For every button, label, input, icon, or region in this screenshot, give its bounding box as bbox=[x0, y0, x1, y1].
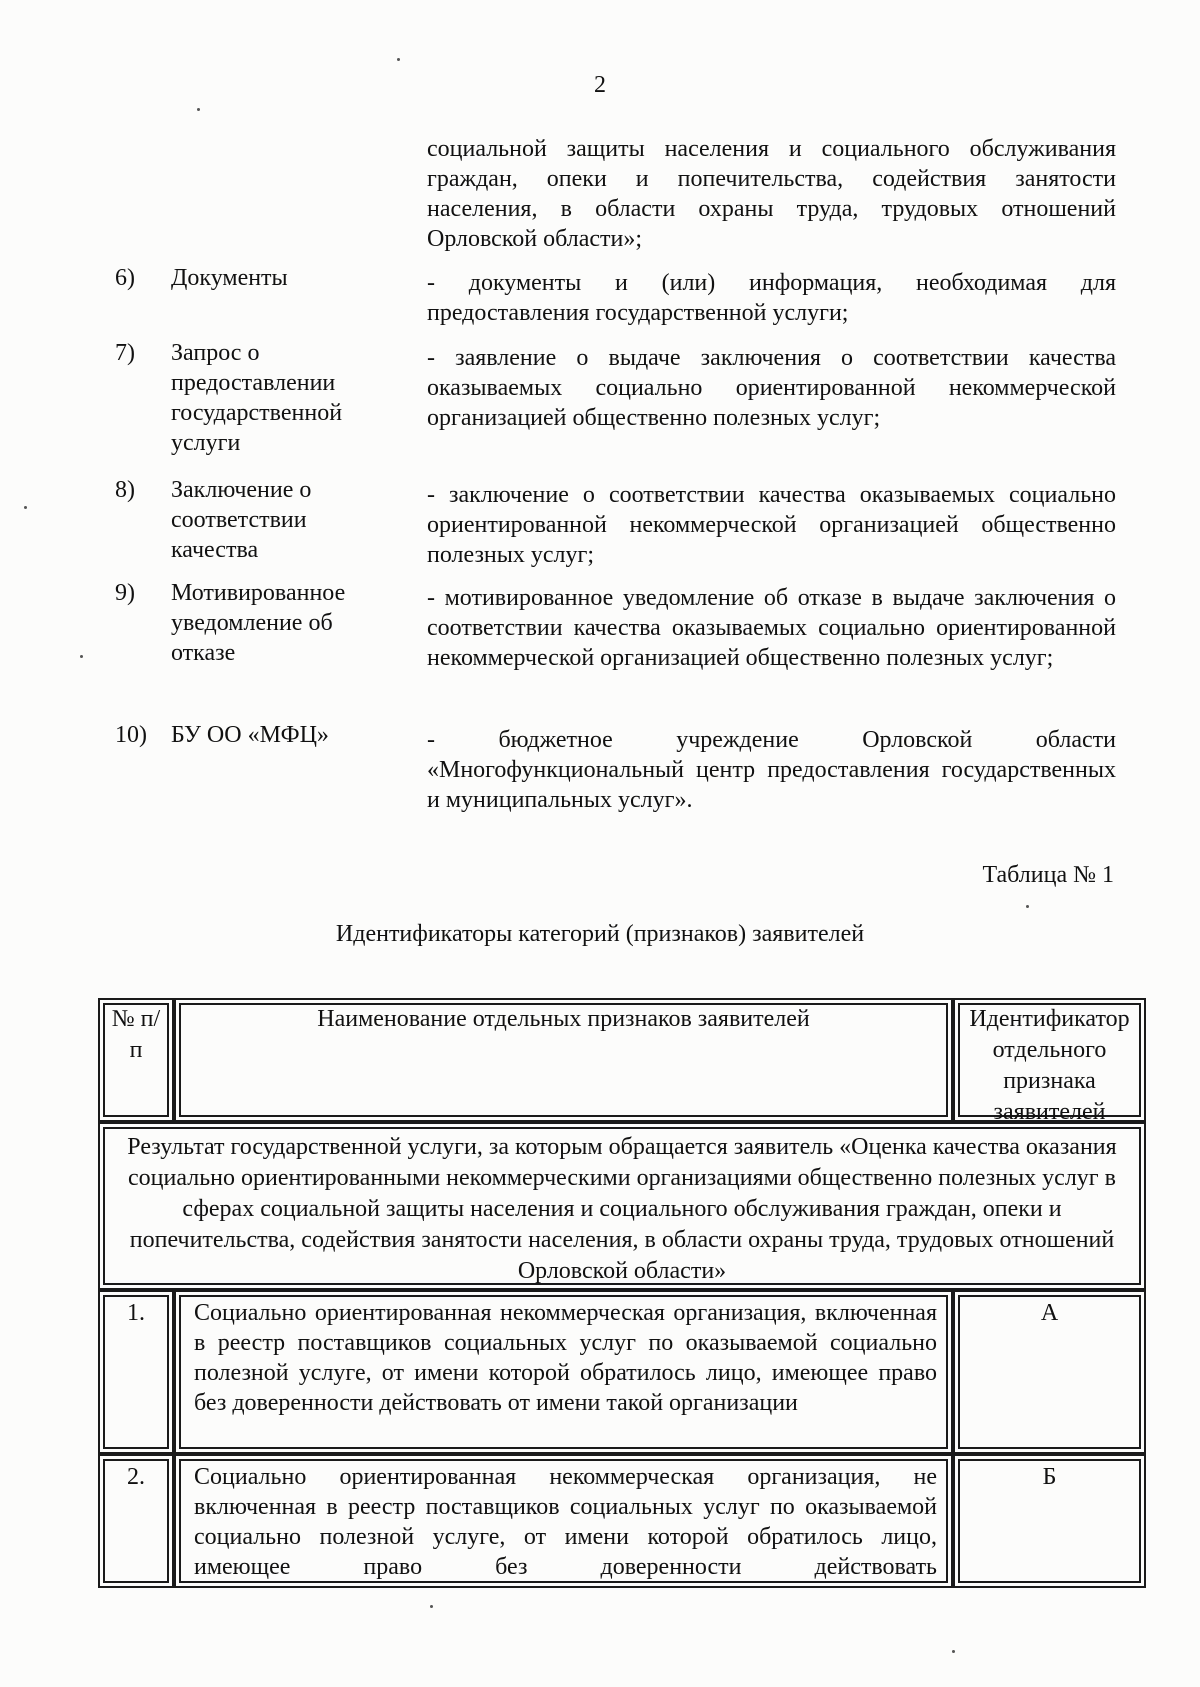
row-number-cell bbox=[98, 1290, 174, 1454]
row-identifier: А bbox=[1040, 1300, 1059, 1326]
header-cell-number bbox=[98, 998, 174, 1122]
definition-term: Запрос о предоставлении государственной услуги bbox=[171, 340, 343, 456]
definition-term: БУ ОО «МФЦ» bbox=[171, 722, 329, 748]
row-identifier: Б bbox=[1042, 1464, 1057, 1490]
row-description: Социально ориентированная некоммерческая организация, включенная в реестр поставщиков социальных услуг по оказываемой социально полезной услуге, от имени которой обратилось лицо, имеющее право без доверенности действовать от имени такой организации bbox=[194, 1300, 937, 1416]
definition-term: Документы bbox=[171, 265, 288, 291]
scan-speck bbox=[397, 58, 400, 61]
definition-number: 6) bbox=[115, 265, 135, 291]
header-name-label: Наименование отдельных признаков заявителей bbox=[317, 1006, 810, 1032]
row-number: 1. bbox=[127, 1300, 145, 1326]
scan-speck bbox=[952, 1650, 955, 1653]
row-id-cell bbox=[953, 1454, 1146, 1588]
section-heading-text: Результат государственной услуги, за которым обращается заявитель «Оценка качества оказания социально ориентированными некоммерческими организациями общественно полезных услуг в сферах социальной защиты населения и социального обслуживания граждан, опеки и попечительства, содействия занятости населения, в области охраны труда, трудовых отношений Орловской области» bbox=[127, 1134, 1117, 1284]
header-number-label: № п/п bbox=[111, 1006, 161, 1063]
row-number-cell bbox=[98, 1454, 174, 1588]
page-number: 2 bbox=[594, 72, 606, 98]
header-cell-identifier bbox=[953, 998, 1146, 1125]
row-description: Социально ориентированная некоммерческая организация, не включенная в реестр поставщиков социальных услуг по оказываемой социально полезной услуге, от имени которой обратилось лицо, имеющее право без доверенности действовать bbox=[194, 1464, 937, 1580]
definition-text: - заключение о соответствии качества оказываемых социально ориентированной некоммерческой организацией общественно полезных услуг; bbox=[427, 482, 1116, 568]
row-id-cell bbox=[953, 1290, 1146, 1454]
header-cell-name bbox=[174, 998, 953, 1122]
definition-number: 10) bbox=[115, 722, 147, 748]
header-identifier-label: Идентификатор отдельного признака заявителей bbox=[969, 1006, 1130, 1125]
definition-text: - заявление о выдаче заключения о соответствии качества оказываемых социально ориентированной некоммерческой организацией общественно полезных услуг; bbox=[427, 345, 1116, 431]
scan-speck bbox=[197, 108, 200, 111]
definition-term: Мотивированное уведомление об отказе bbox=[171, 580, 346, 666]
continued-definition-text: социальной защиты населения и социального обслуживания граждан, опеки и попечительства, содействия занятости населения, в области охраны труда, трудовых отношений Орловской области»; bbox=[427, 136, 1116, 252]
table-caption: Таблица № 1 bbox=[982, 862, 1114, 888]
definition-number: 8) bbox=[115, 477, 135, 503]
applicant-identifiers-table bbox=[98, 998, 1146, 1614]
definition-text: - бюджетное учреждение Орловской области «Многофункциональный центр предоставления государственных и муниципальных услуг». bbox=[427, 727, 1116, 813]
row-text-cell bbox=[174, 1454, 953, 1588]
row-text-cell bbox=[174, 1290, 953, 1454]
scan-speck bbox=[24, 506, 27, 509]
scan-speck bbox=[430, 1605, 433, 1608]
section-heading-cell bbox=[98, 1122, 1146, 1290]
definition-text: - мотивированное уведомление об отказе в выдаче заключения о соответствии качества оказываемых социально ориентированной некоммерческой организацией общественно полезных услуг; bbox=[427, 585, 1116, 671]
definition-number: 7) bbox=[115, 340, 135, 366]
row-number: 2. bbox=[127, 1464, 145, 1490]
definition-term: Заключение о соответствии качества bbox=[171, 477, 312, 563]
scan-speck bbox=[1026, 905, 1029, 908]
scan-speck bbox=[80, 655, 83, 658]
definition-text: - документы и (или) информация, необходимая для предоставления государственной услуги; bbox=[427, 270, 1116, 326]
table-title: Идентификаторы категорий (признаков) заявителей bbox=[335, 921, 865, 947]
definition-number: 9) bbox=[115, 580, 135, 606]
